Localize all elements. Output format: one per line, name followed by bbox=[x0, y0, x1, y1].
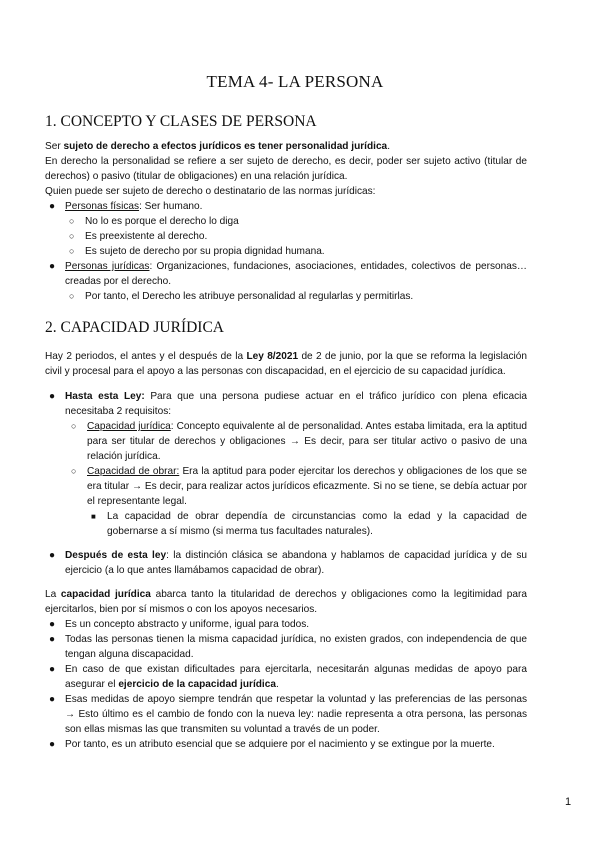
circle-bullet-icon: ○ bbox=[69, 246, 75, 256]
list-item: ○ Capacidad de obrar: Era la aptitud para poder ejercitar los derechos y obligaciones de los que se era titular → Es decir, para realizar actos jurídicos eficazmente. Si no se tiene, se debía actuar por el representante legal. bbox=[71, 466, 527, 507]
persons-list bbox=[45, 199, 527, 304]
circle-bullet-icon: ○ bbox=[71, 466, 77, 476]
section-1-heading: 1. CONCEPTO Y CLASES DE PERSONA bbox=[45, 113, 317, 130]
list-item: ● Es un concepto abstracto y uniforme, igual para todos. bbox=[49, 619, 310, 630]
list-item: ○ Por tanto, el Derecho les atribuye personalidad al regularlas y permitirlas. bbox=[69, 291, 414, 302]
list-item: ● En caso de que existan dificultades para ejercitarla, necesitarán algunas medidas de apoyo para asegurar el ejercicio de la capacidad jurídica. bbox=[49, 664, 527, 690]
list-item: ● Personas jurídicas: Organizaciones, fundaciones, asociaciones, entidades, colectivos de personas… creadas por el derecho. bbox=[49, 261, 527, 287]
page-number: 1 bbox=[565, 796, 572, 808]
bullet-icon: ● bbox=[49, 694, 56, 705]
bullet-icon: ● bbox=[49, 391, 56, 402]
bullet-icon: ● bbox=[49, 261, 56, 272]
list-item: ● Hasta esta Ley: Para que una persona pudiese actuar en el tráfico jurídico con plena eficacia necesitaba 2 requisitos: bbox=[49, 391, 527, 417]
section-2-heading: 2. CAPACIDAD JURÍDICA bbox=[45, 319, 224, 336]
bullet-icon: ● bbox=[49, 664, 56, 675]
list-item: ● Esas medidas de apoyo siempre tendrán que respetar la voluntad y las preferencias de las personas → Esto último es el cambio de fondo con la nueva ley: nadie representa a otra persona, las personas son ellas mismas las que transmiten su voluntad a través de un poder. bbox=[49, 694, 527, 735]
bullet-icon: ● bbox=[49, 619, 56, 630]
bullet-icon: ● bbox=[49, 634, 56, 645]
section-1-body bbox=[45, 139, 527, 304]
list-item: ● Después de esta ley: la distinción clásica se abandona y hablamos de capacidad jurídica y de su ejercicio (a lo que antes llamábamos capacidad de obrar). bbox=[49, 550, 527, 576]
bullet-icon: ● bbox=[49, 201, 56, 212]
bullet-icon: ● bbox=[49, 739, 56, 750]
list-item: ○ No lo es porque el derecho lo diga bbox=[69, 216, 239, 227]
list-item: ● Todas las personas tienen la misma capacidad jurídica, no existen grados, con independencia de que tengan alguna discapacidad. bbox=[49, 634, 527, 660]
list-item: ○ Es preexistente al derecho. bbox=[69, 231, 208, 242]
bullet-icon: ● bbox=[49, 550, 56, 561]
square-bullet-icon: ■ bbox=[91, 512, 96, 521]
list-item: ○ Es sujeto de derecho por su propia dignidad humana. bbox=[69, 246, 325, 257]
circle-bullet-icon: ○ bbox=[69, 216, 75, 226]
list-item: ○ Capacidad jurídica: Concepto equivalente al de personalidad. Antes estaba limitada, era la aptitud para ser titular de derechos y obligaciones → Es decir, para ser titular activo o pasivo de una relación jurídica. bbox=[71, 421, 527, 462]
list-item: ● Por tanto, es un atributo esencial que se adquiere por el nacimiento y se extingue por la muerte. bbox=[49, 739, 495, 750]
list-item: ■ La capacidad de obrar dependía de circunstancias como la edad y la capacidad de gobernarse a sí mismo (si merma tus facultades naturales). bbox=[91, 511, 527, 537]
list-item: ● Personas físicas: Ser humano. bbox=[49, 201, 203, 212]
periods-list bbox=[45, 389, 527, 578]
circle-bullet-icon: ○ bbox=[69, 231, 75, 241]
paragraph: En derecho la personalidad se refiere a ser sujeto de derecho, es decir, poder ser sujeto activo (titular de derechos) o pasivo (titular de obligaciones) en una relación jurídica. bbox=[45, 156, 527, 182]
paragraph: La capacidad jurídica abarca tanto la titularidad de derechos y obligaciones como la legitimidad para ejercitarlos, bien por sí mismos o con los apoyos necesarios. bbox=[45, 589, 527, 615]
circle-bullet-icon: ○ bbox=[69, 291, 75, 301]
capacity-list bbox=[45, 617, 527, 752]
paragraph: Ser sujeto de derecho a efectos jurídicos es tener personalidad jurídica. bbox=[45, 141, 390, 152]
section-2-body bbox=[45, 349, 527, 752]
paragraph: Quien puede ser sujeto de derecho o destinatario de las normas jurídicas: bbox=[45, 186, 376, 197]
circle-bullet-icon: ○ bbox=[71, 421, 77, 431]
paragraph: Hay 2 periodos, el antes y el después de la Ley 8/2021 de 2 de junio, por la que se reforma la legislación civil y procesal para el apoyo a las personas con discapacidad, en el ejercicio de su capacidad jurídica. bbox=[45, 351, 527, 377]
document-title: TEMA 4- LA PERSONA bbox=[206, 72, 384, 91]
